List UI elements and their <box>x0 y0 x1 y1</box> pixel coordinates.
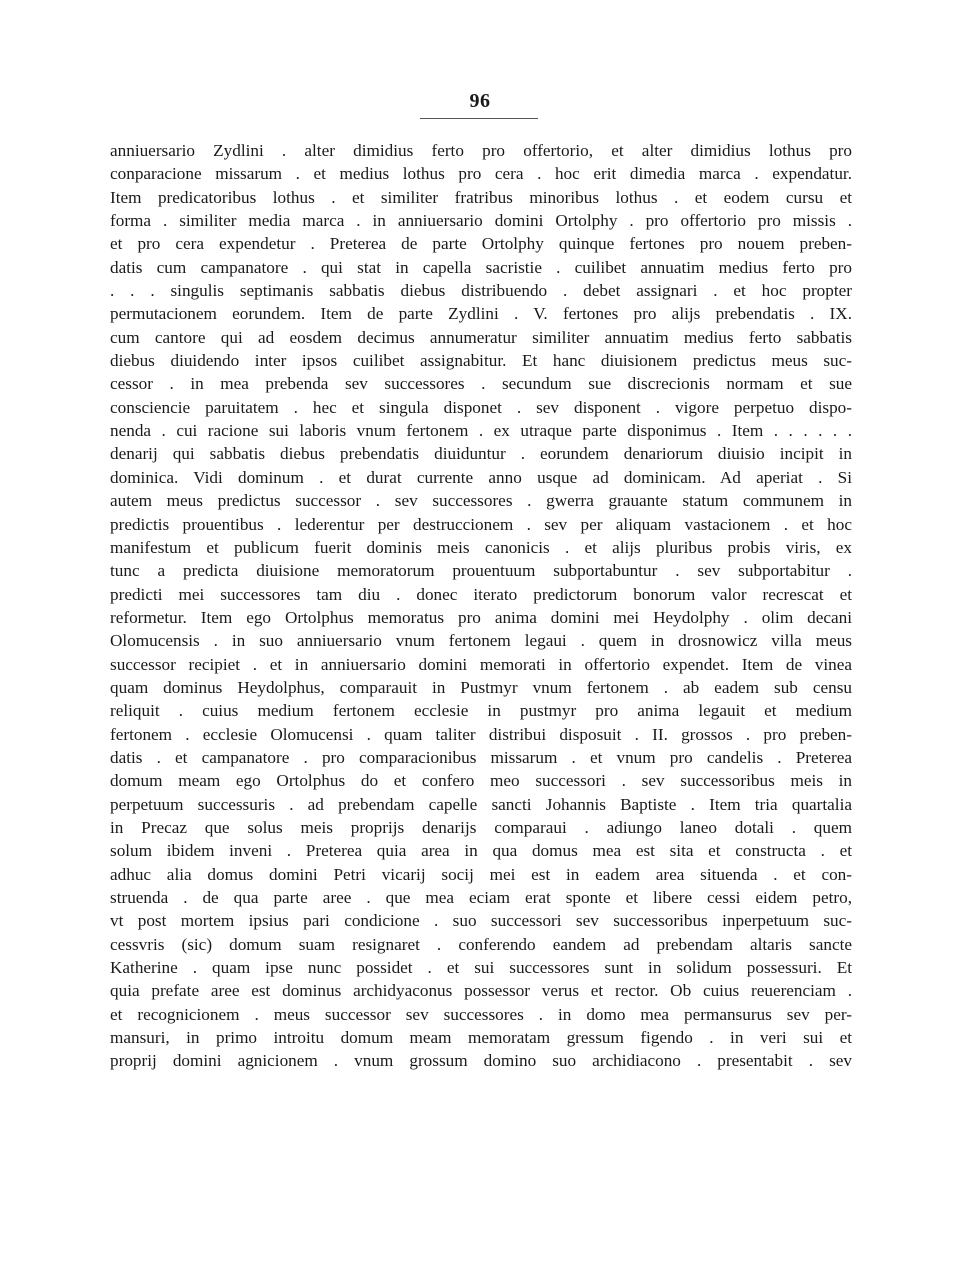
text-line: Olomucensis . in suo anniuersario vnum fertonem legaui . quem in drosnowicz villa meus <box>110 631 852 651</box>
text-line: manifestum et publicum fuerit dominis meis canonicis . et alijs pluribus probis viris, ex <box>110 537 852 557</box>
text-line: . . . singulis septimanis sabbatis diebus distribuendo . debet assignari . et hoc propter <box>110 281 852 301</box>
text-line: permutacionem eorundem. Item de parte Zydlini . V. fertones pro alijs prebendatis . IX. <box>110 304 852 324</box>
text-line: predicti mei successores tam diu . donec iterato predictorum bonorum valor recrescat et <box>110 584 852 604</box>
text-line: proprij domini agnicionem . vnum grossum domino suo archidiacono . presentabit . sev <box>110 1051 852 1071</box>
text-line: tunc a predicta diuisione memoratorum prouentuum subportabuntur . sev subportabitur . <box>110 561 852 581</box>
text-line: adhuc alia domus domini Petri vicarij socij mei est in eadem area situenda . et con- <box>110 864 852 884</box>
text-line: fertonem . ecclesie Olomucensi . quam taliter distribui disposuit . II. grossos . pro preben- <box>110 724 852 744</box>
text-line: et pro cera expendetur . Preterea de parte Ortolphy quinque fertones pro nouem preben- <box>110 234 852 254</box>
text-line: nenda . cui racione sui laboris vnum fertonem . ex utraque parte disponimus . Item . . . . . . <box>110 421 852 441</box>
text-line: successor recipiet . et in anniuersario domini memorati in offertorio expendet. Item de vinea <box>110 654 852 674</box>
text-line: datis cum campanatore . qui stat in capella sacristie . cuilibet annuatim medius ferto pro <box>110 257 852 277</box>
text-line: in Precaz que solus meis proprijs denarijs comparaui . adiungo laneo dotali . quem <box>110 817 852 837</box>
text-line: dominica. Vidi dominum . et durat currente anno usque ad dominicam. Ad aperiat . Si <box>110 467 852 487</box>
text-line: perpetuum successuris . ad prebendam capelle sancti Johannis Baptiste . Item tria quartalia <box>110 794 852 814</box>
text-line: cessor . in mea prebenda sev successores . secundum sue discrecionis normam et sue <box>110 374 852 394</box>
text-line: et recognicionem . meus successor sev successores . in domo mea permansurus sev per- <box>110 1004 852 1024</box>
body-text <box>110 139 852 1073</box>
text-line: anniuersario Zydlini . alter dimidius ferto pro offertorio, et alter dimidius lothus pro <box>110 141 852 160</box>
text-line: solum ibidem inveni . Preterea quia area in qua domus mea est sita et constructa . et <box>110 841 852 861</box>
text-line: diebus diuidendo inter ipsos cuilibet assignabitur. Et hanc diuisionem predictus meus suc- <box>110 351 852 371</box>
text-line: autem meus predictus successor . sev successores . gwerra grauante statum communem in <box>110 491 852 511</box>
text-line: Katherine . quam ipse nunc possidet . et sui successores sunt in solidum possessuri. Et <box>110 958 852 978</box>
text-line: domum meam ego Ortolphus do et confero meo successori . sev successoribus meis in <box>110 771 852 791</box>
text-line: conparacione missarum . et medius lothus pro cera . hoc erit dimedia marca . expendatur. <box>110 164 852 184</box>
text-line: denarij qui sabbatis diebus prebendatis diuiduntur . eorundem denariorum diuisio incipit in <box>110 444 852 464</box>
text-line: quam dominus Heydolphus, comparauit in Pustmyr vnum fertonem . ab eadem sub censu <box>110 677 852 697</box>
text-line: consciencie paruitatem . hec et singula disponet . sev disponent . vigore perpetuo dispo- <box>110 397 852 417</box>
text-line: Item predicatoribus lothus . et similiter fratribus minoribus lothus . et eodem cursu et <box>110 187 852 207</box>
text-line: struenda . de qua parte aree . que mea eciam erat sponte et libere cessi eidem petro, <box>110 888 852 907</box>
page-number: 96 <box>469 90 491 112</box>
text-line: datis . et campanatore . pro comparacionibus missarum . et vnum pro candelis . Preterea <box>110 747 852 767</box>
text-line: predictis prouentibus . lederentur per destruccionem . sev per aliquam vastacionem . et hoc <box>110 514 852 534</box>
text-line: forma . similiter media marca . in anniuersario domini Ortolphy . pro offertorio pro missis . <box>110 211 852 231</box>
text-line: quia prefate aree est dominus archidyaconus possessor verus et rector. Ob cuius reuerenciam . <box>110 981 852 1001</box>
text-line: mansuri, in primo introitu domum meam memoratam gressum figendo . in veri sui et <box>110 1028 852 1048</box>
text-line: vt post mortem ipsius pari condicione . suo successori sev successoribus inperpetuum suc- <box>110 911 852 931</box>
text-line: cessvris (sic) domum suam resignaret . conferendo eandem ad prebendam altaris sancte <box>110 934 852 954</box>
text-line: cum cantore qui ad eosdem decimus annumeratur similiter annuatim medius ferto sabbatis <box>110 327 852 347</box>
text-line: reformetur. Item ego Ortolphus memoratus pro anima domini mei Heydolphy . olim decani <box>110 607 852 627</box>
header-rule <box>420 118 538 119</box>
text-line: reliquit . cuius medium fertonem ecclesie in pustmyr pro anima legauit et medium <box>110 701 852 721</box>
